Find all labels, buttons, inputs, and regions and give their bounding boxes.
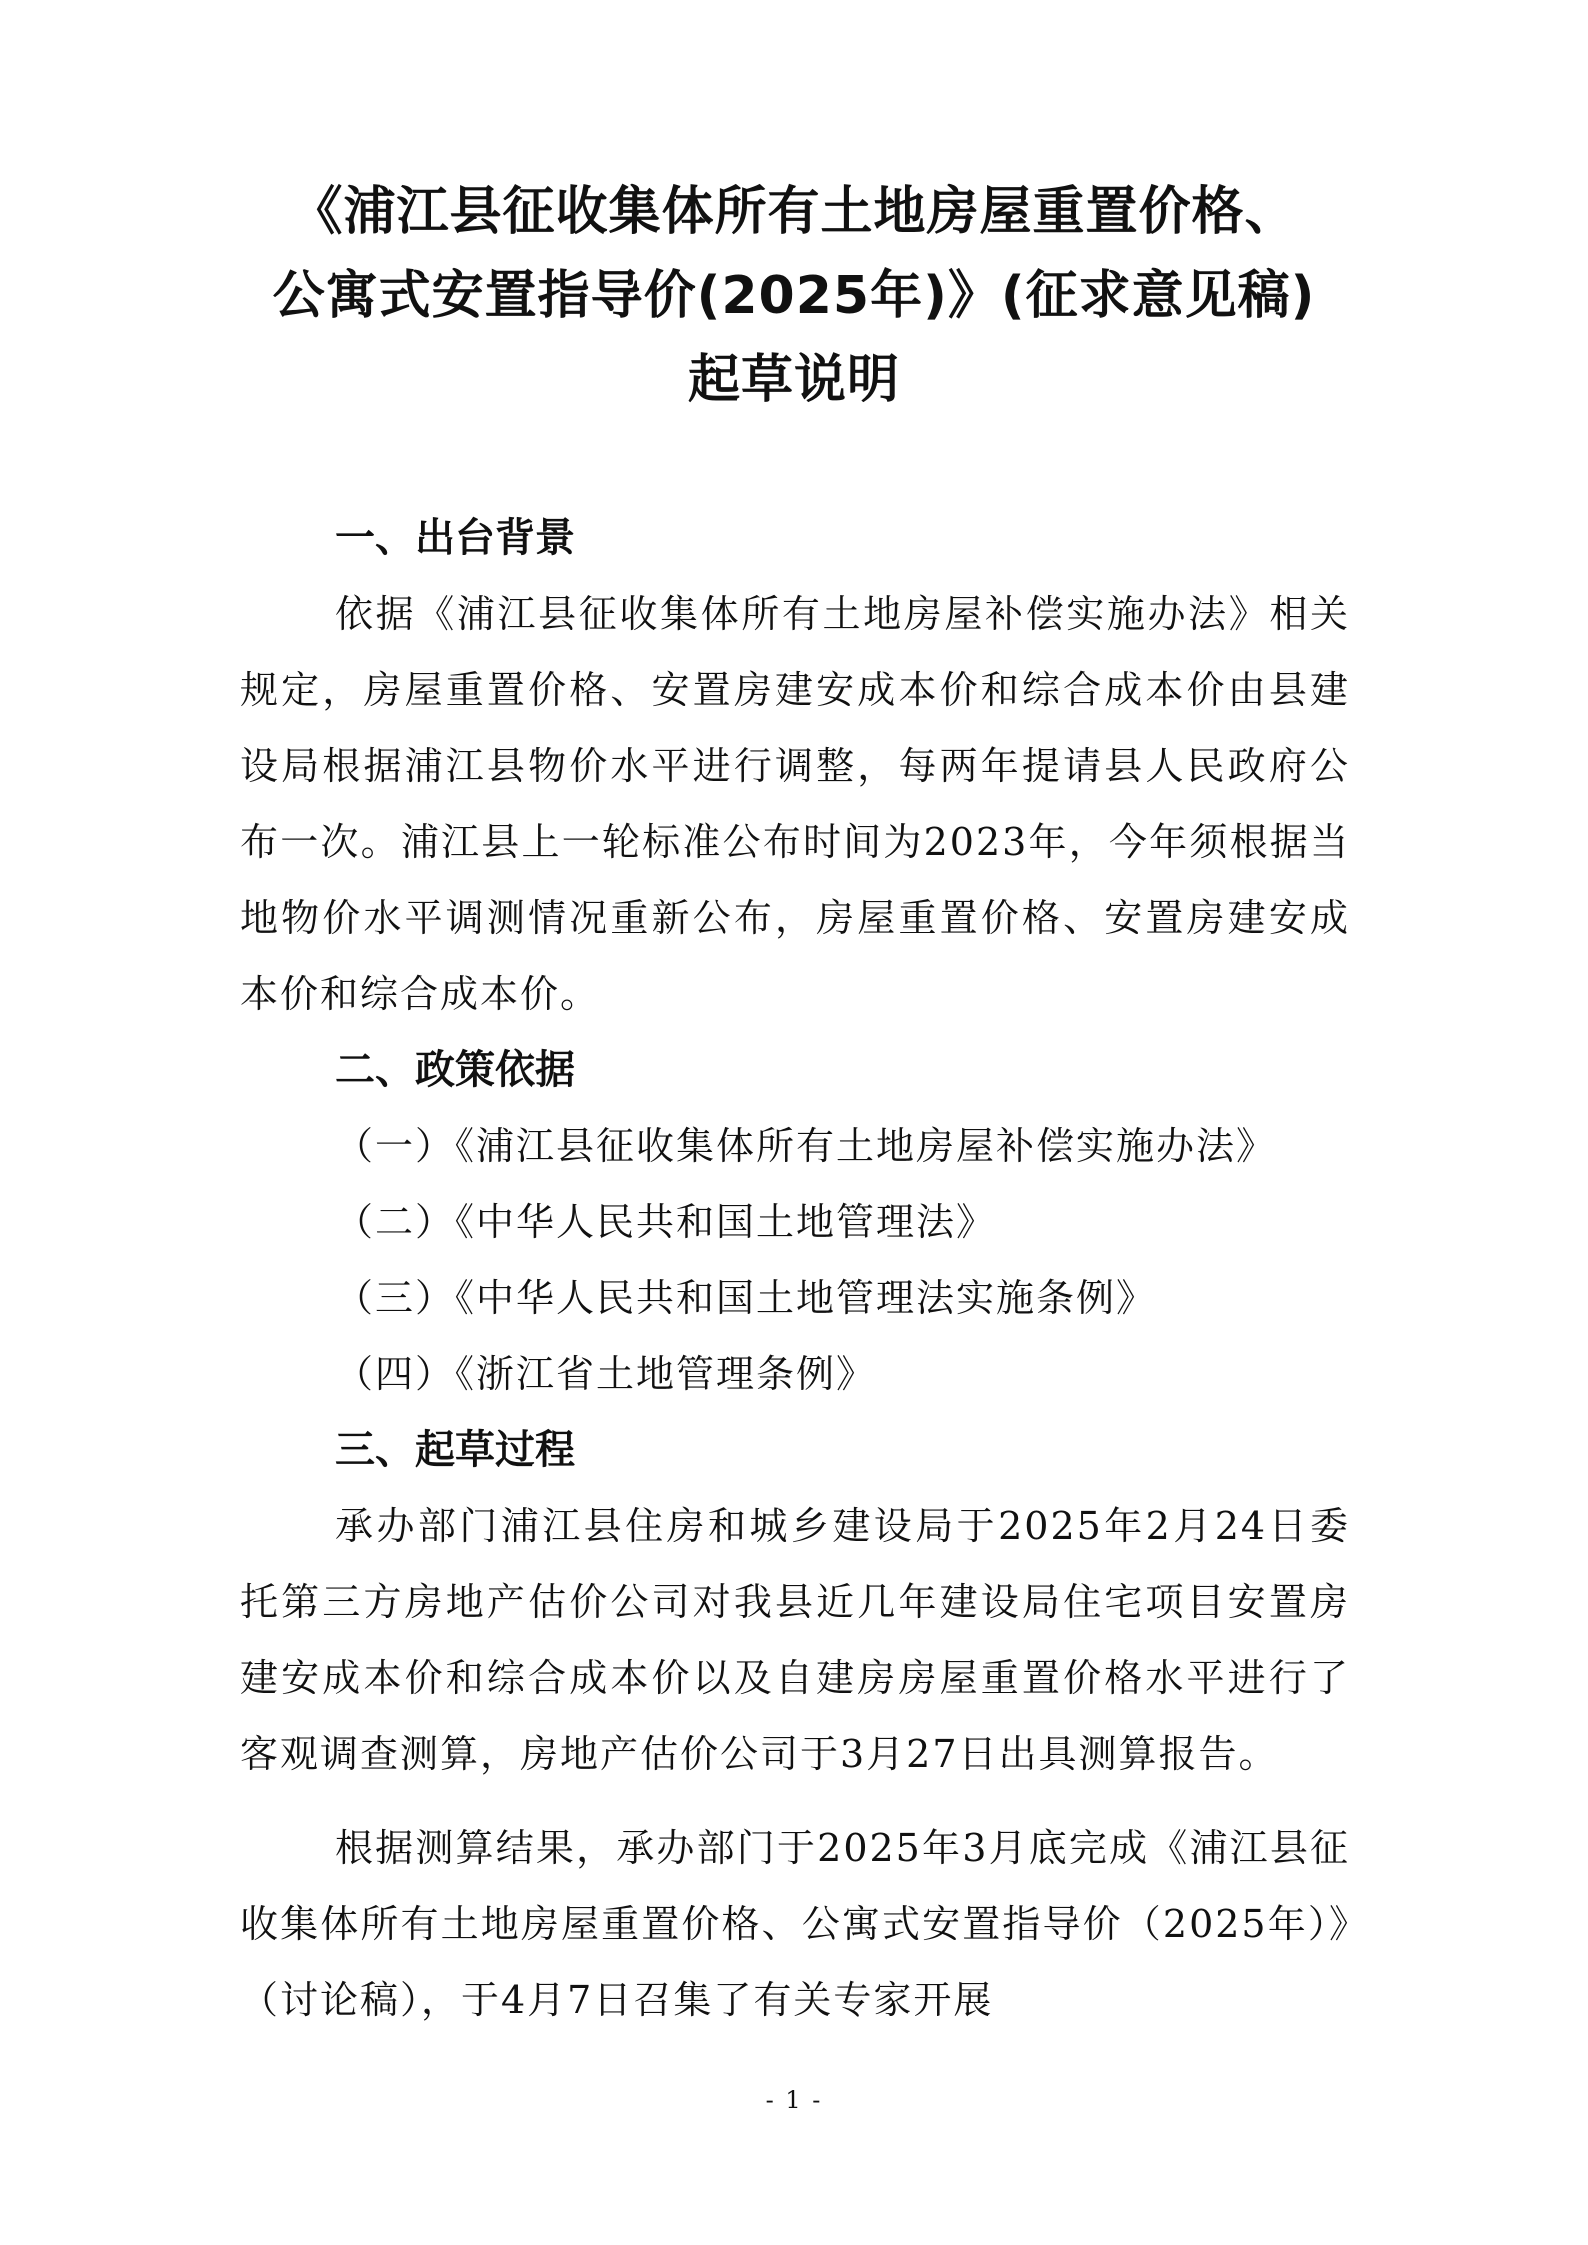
document-title: [200, 170, 1388, 422]
section-heading-background: 一、出台背景: [335, 515, 575, 561]
title-line-3: 起草说明: [687, 350, 900, 410]
paragraph-spacer: [240, 1792, 1350, 1810]
policy-item-2: （二）《中华人民共和国土地管理法》: [335, 1200, 997, 1244]
policy-item-3: （三）《中华人民共和国土地管理法实施条例》: [335, 1276, 1157, 1320]
drafting-paragraph-1: 承办部门浦江县住房和城乡建设局于2025年2月24日委托第三方房地产估价公司对我县近几年建设局住宅项目安置房建安成本价和综合成本价以及自建房房屋重置价格水平进行了客观调查测算，房地产估价公司于3月27日出具测算报告。: [240, 1504, 1350, 1776]
drafting-paragraph-2: 根据测算结果，承办部门于2025年3月底完成《浦江县征收集体所有土地房屋重置价格、公寓式安置指导价（2025年）》（讨论稿），于4月7日召集了有关专家开展: [240, 1826, 1350, 2022]
page-number: - 1 -: [765, 2086, 823, 2114]
section-heading-policy-basis: 二、政策依据: [335, 1047, 575, 1093]
policy-item-4: （四）《浙江省土地管理条例》: [335, 1352, 877, 1396]
title-line-1: 《浦江县征收集体所有土地房屋重置价格、: [290, 182, 1298, 242]
document-body: [240, 500, 1350, 2038]
title-line-2: 公寓式安置指导价(2025年)》(征求意见稿): [272, 266, 1316, 326]
policy-item-1: （一）《浦江县征收集体所有土地房屋补偿实施办法》: [335, 1124, 1277, 1168]
background-paragraph: 依据《浦江县征收集体所有土地房屋补偿实施办法》相关规定，房屋重置价格、安置房建安成本价和综合成本价由县建设局根据浦江县物价水平进行调整，每两年提请县人民政府公布一次。浦江县上一轮标准公布时间为2023年，今年须根据当地物价水平调测情况重新公布，房屋重置价格、安置房建安成本价和综合成本价。: [240, 592, 1350, 1016]
section-heading-drafting-process: 三、起草过程: [335, 1427, 575, 1473]
